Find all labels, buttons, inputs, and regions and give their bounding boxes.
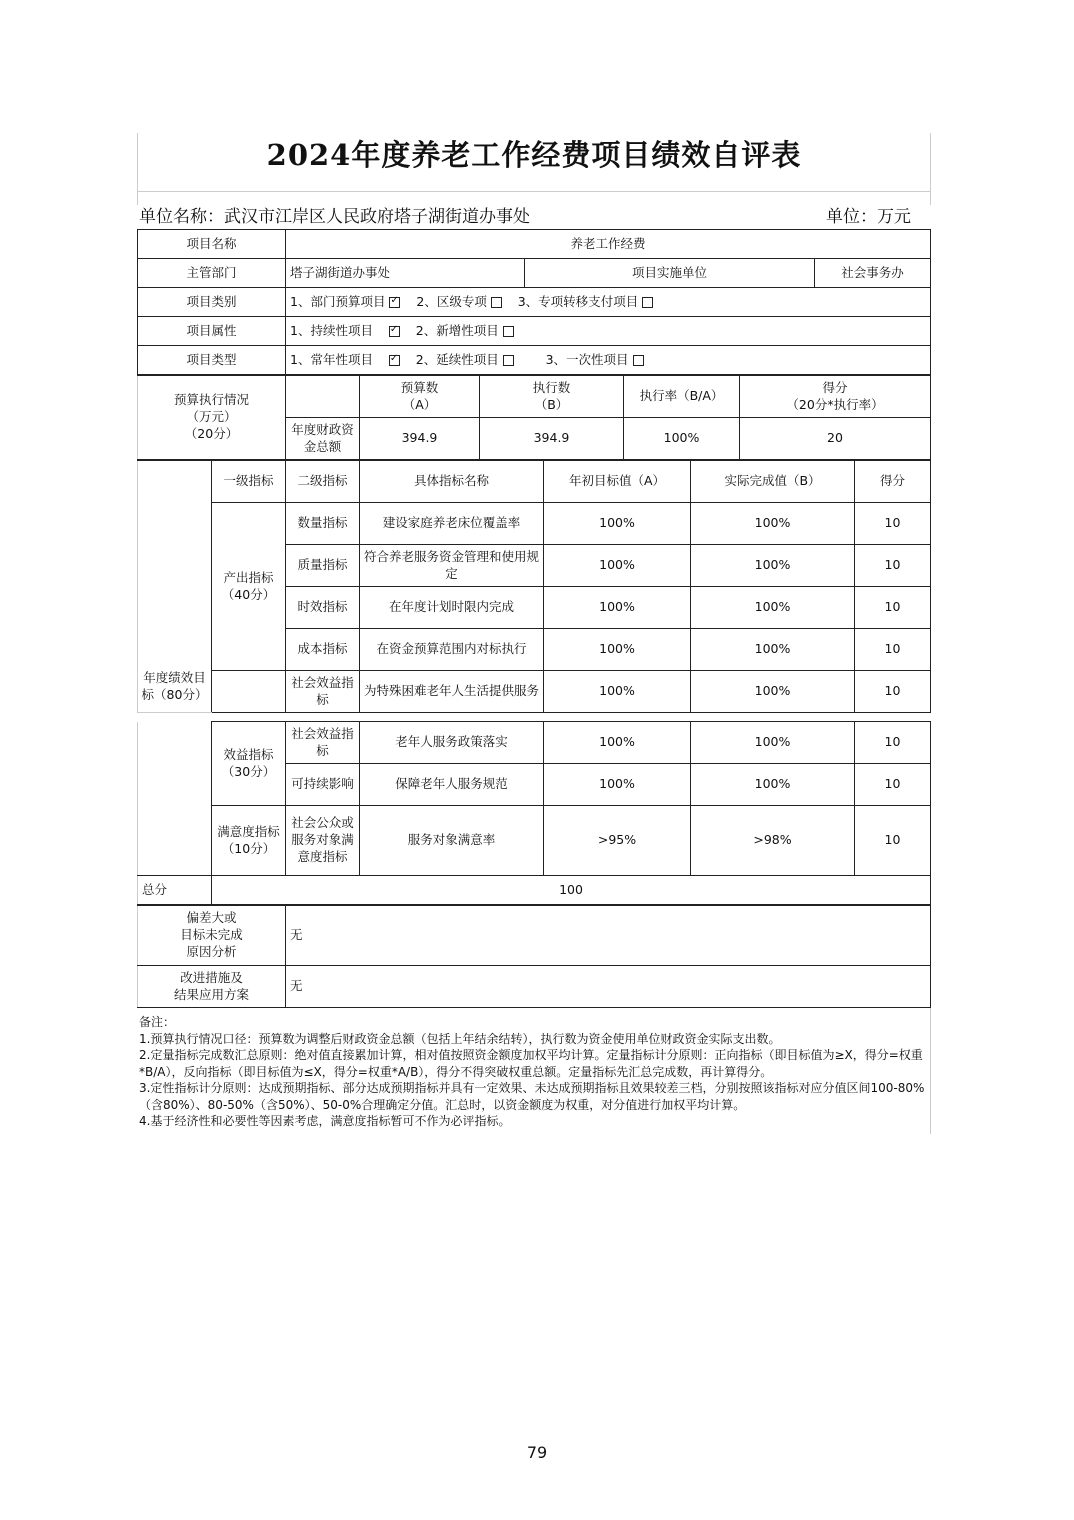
target-value: 100% bbox=[544, 545, 691, 587]
empty-box-icon bbox=[642, 297, 653, 308]
checked-box-icon bbox=[389, 297, 400, 308]
col-score2: （20分*执行率） bbox=[786, 396, 884, 412]
unit-line bbox=[137, 205, 931, 229]
actual-value: 100% bbox=[691, 671, 855, 713]
actual-value: 100% bbox=[691, 629, 855, 671]
target-value: >95% bbox=[544, 806, 691, 876]
attr-label: 项目属性 bbox=[138, 317, 286, 346]
h4: 年初目标值（A） bbox=[544, 461, 691, 503]
output-label: 产出指标（40分） bbox=[212, 503, 286, 671]
note-line: 备注： bbox=[139, 1015, 176, 1029]
note-line: 3.定性指标计分原则：达成预期指标、部分达成预期指标并具有一定效果、未达成预期指标且效果较差三档，分别按照该指标对应分值区间100-80%（含80%）、80-50%（含50%）、50-0%合理确定分值。汇总时，以资金额度为权重，对分值进行加权平均计算。 bbox=[139, 1081, 925, 1112]
note-line: 4.基于经济性和必要性等因素考虑，满意度指标暂可不作为必评指标。 bbox=[139, 1114, 511, 1128]
row-project-name bbox=[138, 230, 931, 259]
budget-label-2: （万元） bbox=[186, 409, 237, 425]
actual-value: 100% bbox=[691, 587, 855, 629]
budget-label-1: 预算执行情况 bbox=[173, 392, 249, 408]
deviation-label-3: 原因分析 bbox=[186, 943, 237, 959]
attr-options bbox=[286, 317, 931, 346]
improve-label bbox=[138, 966, 286, 1008]
actual-value: 100% bbox=[691, 545, 855, 587]
improve-label-2: 结果应用方案 bbox=[173, 986, 249, 1002]
target-value: 100% bbox=[544, 503, 691, 545]
impl-label: 项目实施单位 bbox=[525, 259, 815, 288]
indicator-name: 建设家庭养老床位覆盖率 bbox=[360, 503, 544, 545]
l2-cell: 社会效益指标 bbox=[286, 722, 360, 764]
l2-cell: 可持续影响 bbox=[286, 764, 360, 806]
attr-opt-1: 1、持续性项目 bbox=[290, 322, 373, 338]
info-table bbox=[137, 229, 931, 375]
row-attr bbox=[138, 317, 931, 346]
total-value: 100 bbox=[212, 876, 931, 905]
col-a2: （A） bbox=[402, 396, 437, 412]
l2-cell: 成本指标 bbox=[286, 629, 360, 671]
empty-box-icon bbox=[491, 297, 502, 308]
row-category bbox=[138, 288, 931, 317]
budget-label-3: （20分） bbox=[184, 425, 239, 441]
deviation-label-1: 偏差大或 bbox=[186, 910, 237, 926]
table-row bbox=[138, 806, 931, 876]
col-score-head bbox=[740, 376, 931, 418]
total-row bbox=[138, 876, 931, 905]
score: 10 bbox=[855, 503, 931, 545]
improve-row bbox=[138, 966, 931, 1008]
dept-label: 主管部门 bbox=[138, 259, 286, 288]
h5: 实际完成值（B） bbox=[691, 461, 855, 503]
satisfaction-label: 满意度指标（10分） bbox=[212, 806, 286, 876]
score: 10 bbox=[855, 671, 931, 713]
deviation-label bbox=[138, 906, 286, 966]
col-rate: 执行率（B/A） bbox=[624, 376, 740, 418]
impl-value: 社会事务办 bbox=[815, 259, 931, 288]
h1: 一级指标 bbox=[212, 461, 286, 503]
score: 10 bbox=[855, 545, 931, 587]
evaluation-sheet bbox=[137, 133, 931, 1134]
note-line: 2.定量指标完成数汇总原则：绝对值直接累加计算，相对值按照资金额度加权平均计算。定量指标计分原则：正向指标（即目标值为≥X，得分=权重*B/A），反向指标（即目标值为≤X，得分=权重*A/B），得分不得突破权重总额。定量指标先汇总完成数，再计算得分。 bbox=[139, 1048, 923, 1079]
unit-name: 单位名称：武汉市江岸区人民政府塔子湖街道办事处 bbox=[139, 207, 530, 227]
project-name-label: 项目名称 bbox=[138, 230, 286, 259]
blank-cell bbox=[212, 671, 286, 713]
l2-cell: 质量指标 bbox=[286, 545, 360, 587]
score: 10 bbox=[855, 806, 931, 876]
type-label: 项目类型 bbox=[138, 346, 286, 375]
h6: 得分 bbox=[855, 461, 931, 503]
empty-box-icon bbox=[503, 326, 514, 337]
col-b: 执行数 bbox=[532, 379, 571, 395]
actual-value: >98% bbox=[691, 806, 855, 876]
checked-box-icon bbox=[389, 355, 400, 366]
score: 10 bbox=[855, 629, 931, 671]
budget-blank bbox=[286, 376, 360, 418]
row-type bbox=[138, 346, 931, 375]
table-row bbox=[138, 503, 931, 545]
category-options bbox=[286, 288, 931, 317]
analysis-table bbox=[137, 905, 931, 1008]
budget-a: 394.9 bbox=[360, 418, 480, 460]
l2-cell: 社会公众或服务对象满意度指标 bbox=[286, 806, 360, 876]
notes bbox=[137, 1008, 931, 1134]
indicator-name: 在年度计划时限内完成 bbox=[360, 587, 544, 629]
target-value: 100% bbox=[544, 587, 691, 629]
table-row bbox=[138, 722, 931, 764]
col-b2: （B） bbox=[534, 396, 569, 412]
improve-label-1: 改进措施及 bbox=[180, 969, 243, 985]
checked-box-icon bbox=[389, 326, 400, 337]
indicator-name: 为特殊困难老年人生活提供服务 bbox=[360, 671, 544, 713]
empty-box-icon bbox=[503, 355, 514, 366]
actual-value: 100% bbox=[691, 764, 855, 806]
col-a-head bbox=[360, 376, 480, 418]
indicator-name: 在资金预算范围内对标执行 bbox=[360, 629, 544, 671]
deviation-value: 无 bbox=[286, 906, 931, 966]
category-opt-3: 3、专项转移支付项目 bbox=[517, 293, 639, 309]
budget-rate: 100% bbox=[624, 418, 740, 460]
indicator-name: 保障老年人服务规范 bbox=[360, 764, 544, 806]
type-opt-1: 1、常年性项目 bbox=[290, 351, 373, 367]
attr-opt-2: 2、新增性项目 bbox=[415, 322, 499, 338]
deviation-row bbox=[138, 906, 931, 966]
l2-cell: 时效指标 bbox=[286, 587, 360, 629]
gap-row bbox=[138, 713, 931, 722]
group-label: 年度绩效目标（80分） bbox=[138, 461, 212, 713]
type-options bbox=[286, 346, 931, 375]
improve-value: 无 bbox=[286, 966, 931, 1008]
blank-grid-rows bbox=[137, 177, 931, 205]
empty-box-icon bbox=[633, 355, 644, 366]
indicator-name: 符合养老服务资金管理和使用规定 bbox=[360, 545, 544, 587]
h2: 二级指标 bbox=[286, 461, 360, 503]
note-line: 1.预算执行情况口径：预算数为调整后财政资金总额（包括上年结余结转），执行数为资金使用单位财政资金实际支出数。 bbox=[139, 1031, 781, 1046]
actual-value: 100% bbox=[691, 722, 855, 764]
dept-value: 塔子湖街道办事处 bbox=[286, 259, 525, 288]
target-value: 100% bbox=[544, 722, 691, 764]
type-opt-3: 3、一次性项目 bbox=[545, 351, 629, 367]
type-opt-2: 2、延续性项目 bbox=[415, 351, 499, 367]
indicator-name: 服务对象满意率 bbox=[360, 806, 544, 876]
budget-row-label: 年度财政资金总额 bbox=[286, 418, 360, 460]
page-title: 2024年度养老工作经费项目绩效自评表 bbox=[137, 133, 931, 177]
col-a: 预算数 bbox=[400, 379, 439, 395]
indicator-name: 老年人服务政策落实 bbox=[360, 722, 544, 764]
score: 10 bbox=[855, 587, 931, 629]
target-value: 100% bbox=[544, 764, 691, 806]
col-b-head bbox=[480, 376, 624, 418]
actual-value: 100% bbox=[691, 503, 855, 545]
category-opt-1: 1、部门预算项目 bbox=[290, 293, 386, 309]
blank-group-cell bbox=[138, 722, 212, 876]
indicator-table bbox=[137, 460, 931, 905]
target-value: 100% bbox=[544, 629, 691, 671]
h3: 具体指标名称 bbox=[360, 461, 544, 503]
budget-label bbox=[138, 376, 286, 460]
total-label: 总分 bbox=[138, 876, 212, 905]
target-value: 100% bbox=[544, 671, 691, 713]
indicator-header-row bbox=[138, 461, 931, 503]
row-dept bbox=[138, 259, 931, 288]
score: 10 bbox=[855, 722, 931, 764]
project-name-value: 养老工作经费 bbox=[286, 230, 931, 259]
table-row bbox=[138, 671, 931, 713]
gap-cell bbox=[138, 713, 931, 722]
l2-cell: 社会效益指标 bbox=[286, 671, 360, 713]
budget-table bbox=[137, 375, 931, 460]
l2-cell: 数量指标 bbox=[286, 503, 360, 545]
col-score: 得分 bbox=[822, 379, 848, 395]
benefit-label: 效益指标（30分） bbox=[212, 722, 286, 806]
unit-label: 单位：万元 bbox=[826, 207, 911, 227]
budget-header-row bbox=[138, 376, 931, 418]
budget-b: 394.9 bbox=[480, 418, 624, 460]
score: 10 bbox=[855, 764, 931, 806]
deviation-label-2: 目标未完成 bbox=[180, 927, 243, 943]
category-opt-2: 2、区级专项 bbox=[416, 293, 487, 309]
budget-score: 20 bbox=[740, 418, 931, 460]
page-number: 79 bbox=[526, 1443, 548, 1462]
category-label: 项目类别 bbox=[138, 288, 286, 317]
